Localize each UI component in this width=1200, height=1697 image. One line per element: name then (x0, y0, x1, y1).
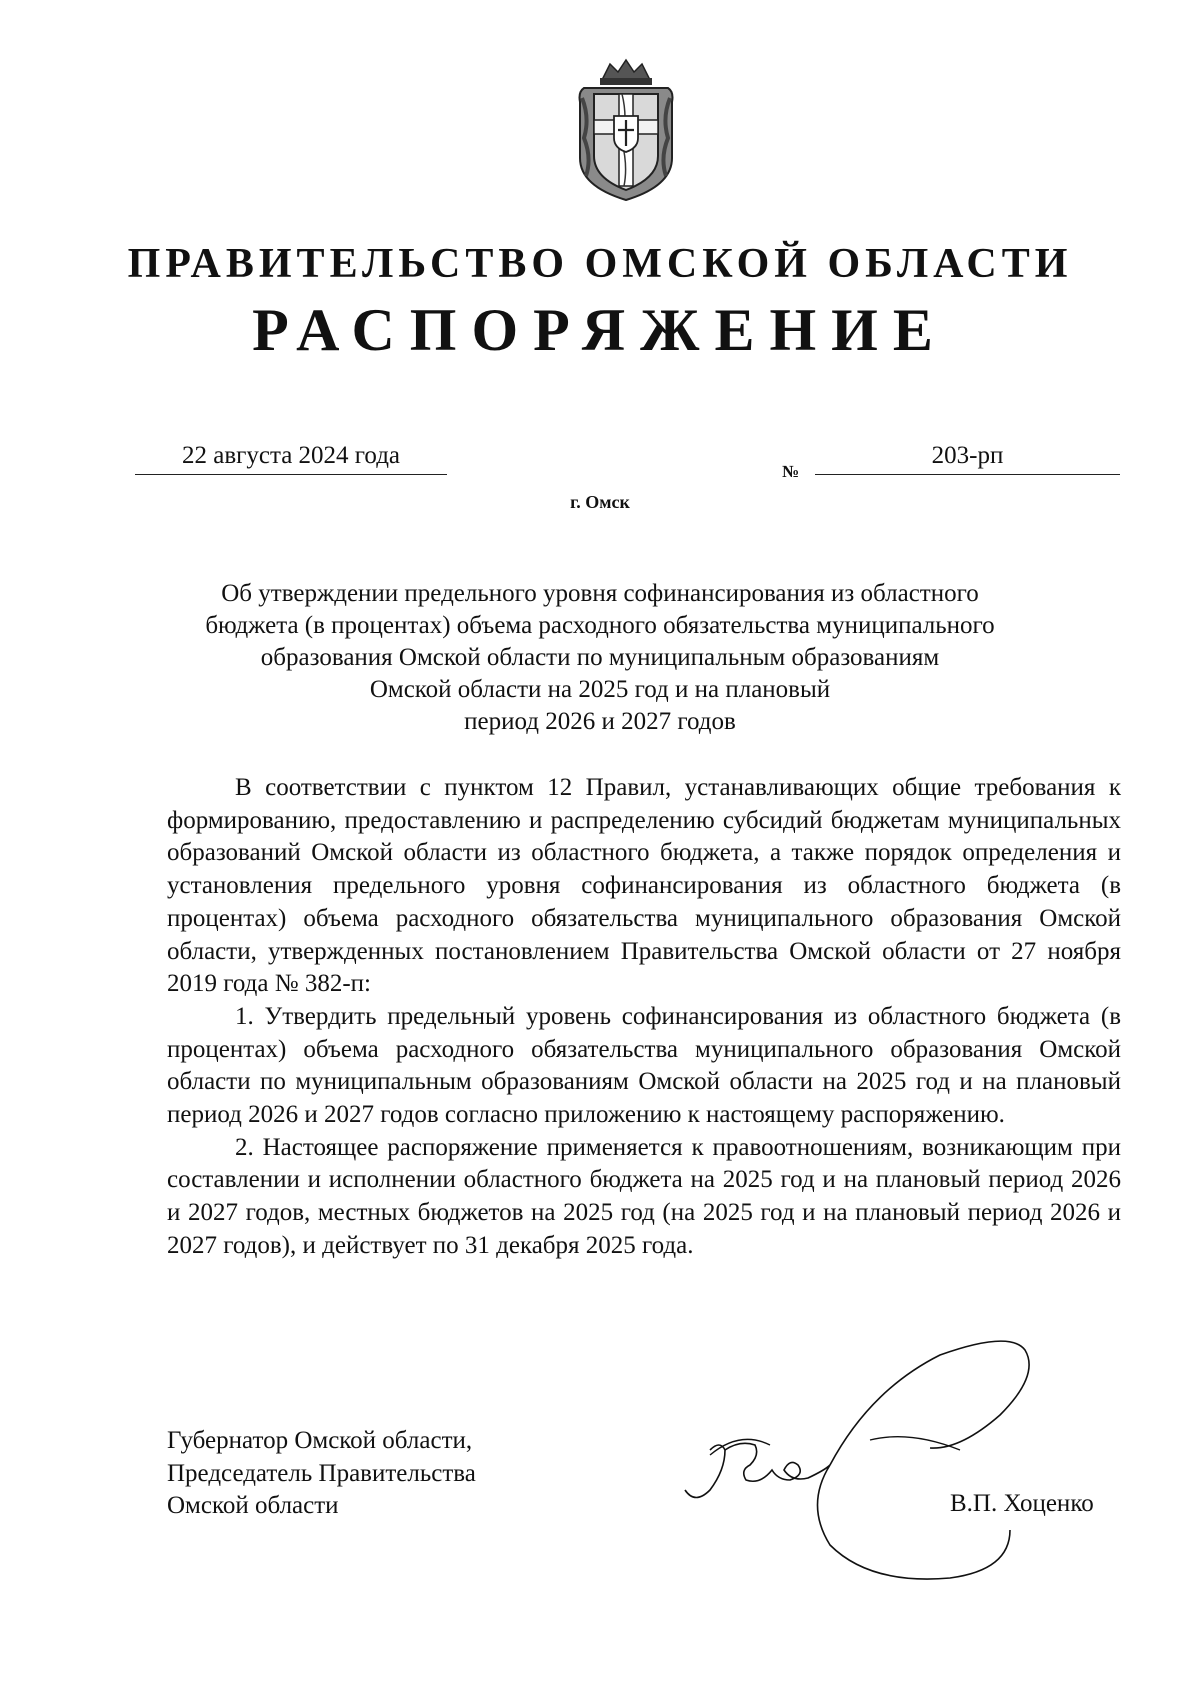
signatory-title (167, 1425, 476, 1523)
document-type-title: РАСПОРЯЖЕНИЕ (252, 297, 948, 363)
subject-line: Омской области на 2025 год и на плановый (369, 676, 831, 703)
number-sign: № (782, 462, 800, 481)
signatory-title-line: Председатель Правительства (167, 1459, 476, 1487)
number-field (815, 442, 1120, 475)
subject-line: образования Омской области по муниципальным образованиям (260, 644, 940, 671)
document-number: 203-рп (931, 442, 1004, 469)
subject-line: бюджета (в процентах) объема расходного обязательства муниципального (205, 612, 995, 639)
city-label: г. Омск (570, 492, 630, 512)
government-title: ПРАВИТЕЛЬСТВО ОМСКОЙ ОБЛАСТИ (127, 241, 1073, 287)
item-2-paragraph: 2. Настоящее распоряжение применяется к правоотношениям, возникающим при составлении и исполнении областного бюджета на 2025 год и на плановый период 2026 и 2027 годов, местных бюджетов на 2025 год (на 2025 год и на плановый период 2026 и 2027 годов), и действует по 31 декабря 2025 года. (167, 1133, 1121, 1259)
coat-of-arms-icon (570, 58, 682, 203)
document-subject (170, 578, 1030, 738)
subject-line: Об утверждении предельного уровня софинансирования из областного (221, 580, 979, 607)
handwritten-signature-icon (680, 1330, 1110, 1600)
document-date: 22 августа 2024 года (181, 442, 401, 469)
preamble-paragraph: В соответствии с пунктом 12 Правил, устанавливающих общие требования к формированию, предоставлению и распределению субсидий бюджетам муниципальных образований Омской области из областного бюджета, а также порядок определения и установления предельного уровня софинансирования из областного бюджета (в процентах) объема расходного обязательства муниципального образования Омской области, утвержденных постановлением Правительства Омской области от 27 ноября 2019 года № 382-п: (167, 774, 1121, 998)
item-1-paragraph: 1. Утвердить предельный уровень софинансирования из областного бюджета (в процентах) объема расходного обязательства муниципального образования Омской области по муниципальным образованиям Омской области на 2025 год и на плановый период 2026 и 2027 годов согласно приложению к настоящему распоряжению. (167, 1002, 1121, 1129)
signatory-title-line: Омской области (167, 1492, 339, 1519)
document-body (167, 772, 1121, 1263)
subject-line: период 2026 и 2027 годов (464, 708, 736, 735)
signatory-name: В.П. Хоценко (950, 1490, 1094, 1517)
date-field (135, 442, 447, 475)
signatory-title-line: Губернатор Омской области, (167, 1427, 473, 1454)
